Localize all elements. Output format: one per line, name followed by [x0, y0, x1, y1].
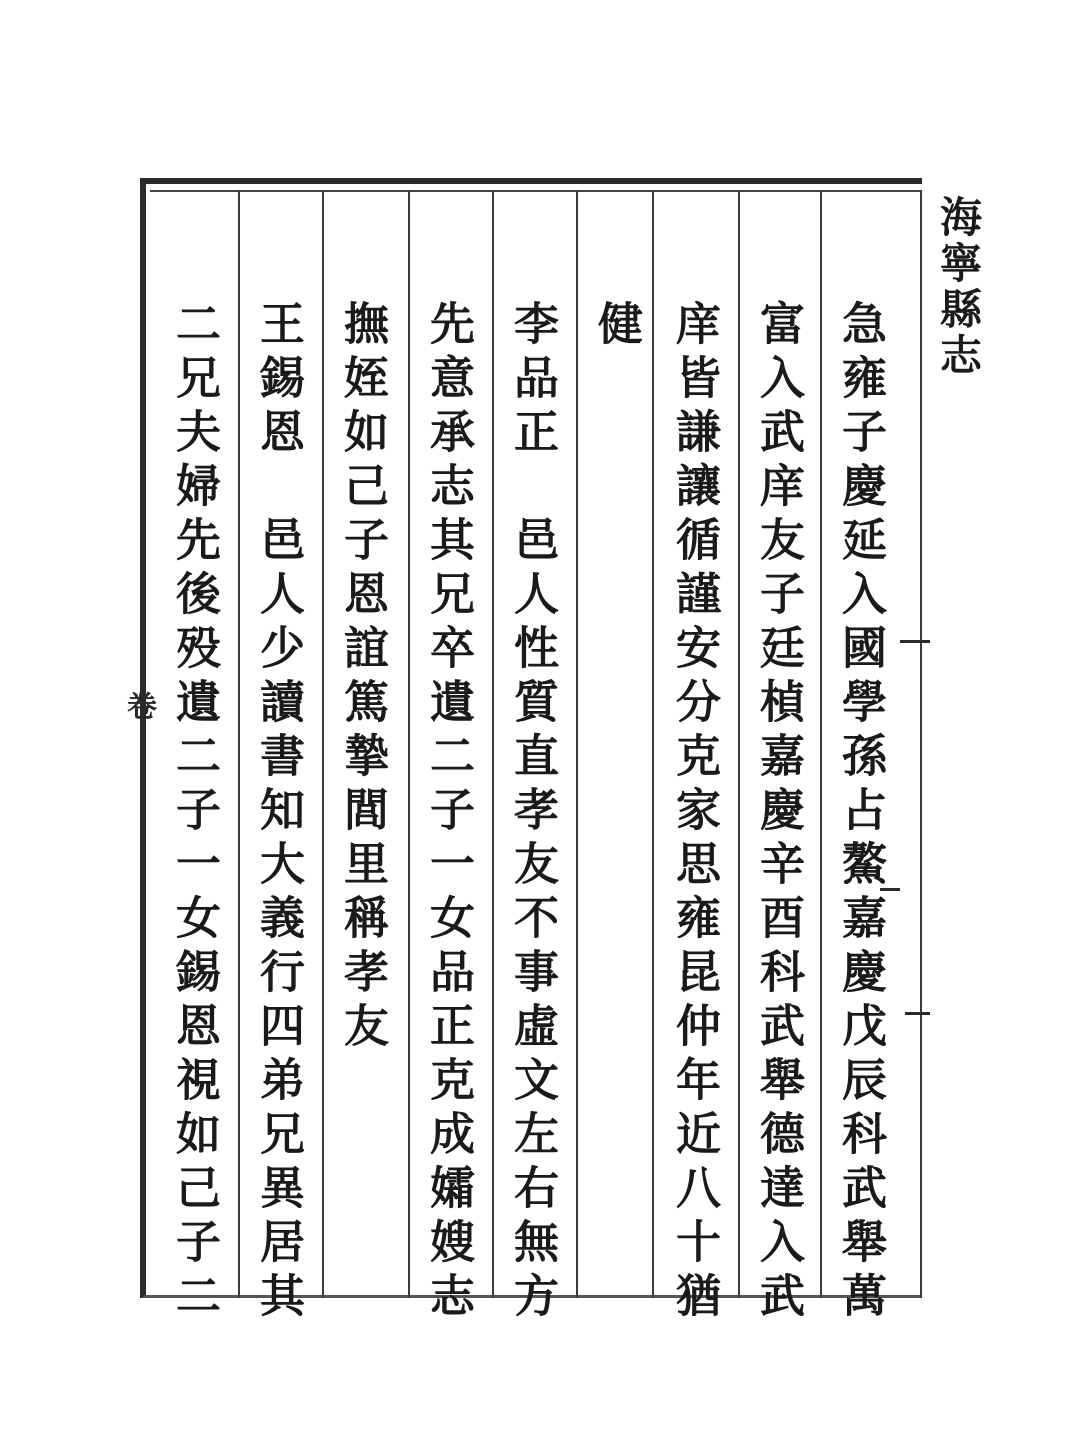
column-rule — [920, 190, 922, 1298]
column-rule — [820, 190, 822, 1298]
text-column-7: 撫姪如己子恩誼篤摯閭里稱孝友 — [336, 300, 389, 1056]
column-rule — [738, 190, 740, 1298]
text-column-6: 先意承志其兄卒遺二子一女品正克成孀嫂志 — [422, 300, 475, 1326]
column-rule — [652, 190, 654, 1298]
text-column-8: 王錫恩 邑人少讀書知大義行四弟兄異居其 — [252, 300, 305, 1326]
text-column-3: 庠皆謙讓循謹安分克家思雍昆仲年近八十猶 — [668, 300, 721, 1326]
column-rule — [576, 190, 578, 1298]
volume-header: 海寧縣志 — [934, 195, 983, 379]
column-rule — [408, 190, 410, 1298]
frame-inner-rule — [150, 190, 922, 192]
text-column-5: 李品正 邑人性質直孝友不事虛文左右無方 — [506, 300, 559, 1326]
text-column-1: 急雍子慶延入國學孫占鰲嘉慶戊辰科武舉萬 — [834, 300, 887, 1326]
margin-tick — [900, 640, 930, 643]
text-column-9: 二兄夫婦先後殁遺二子一女錫恩視如己子二 — [168, 300, 221, 1326]
column-rule — [322, 190, 324, 1298]
text-column-4: 健 — [590, 300, 643, 354]
text-column-2: 富入武庠友子廷楨嘉慶辛酉科武舉德達入武 — [752, 300, 805, 1326]
column-rule — [492, 190, 494, 1298]
margin-tick — [905, 1012, 930, 1015]
column-rule — [238, 190, 240, 1298]
margin-label: 卷 — [121, 690, 156, 720]
